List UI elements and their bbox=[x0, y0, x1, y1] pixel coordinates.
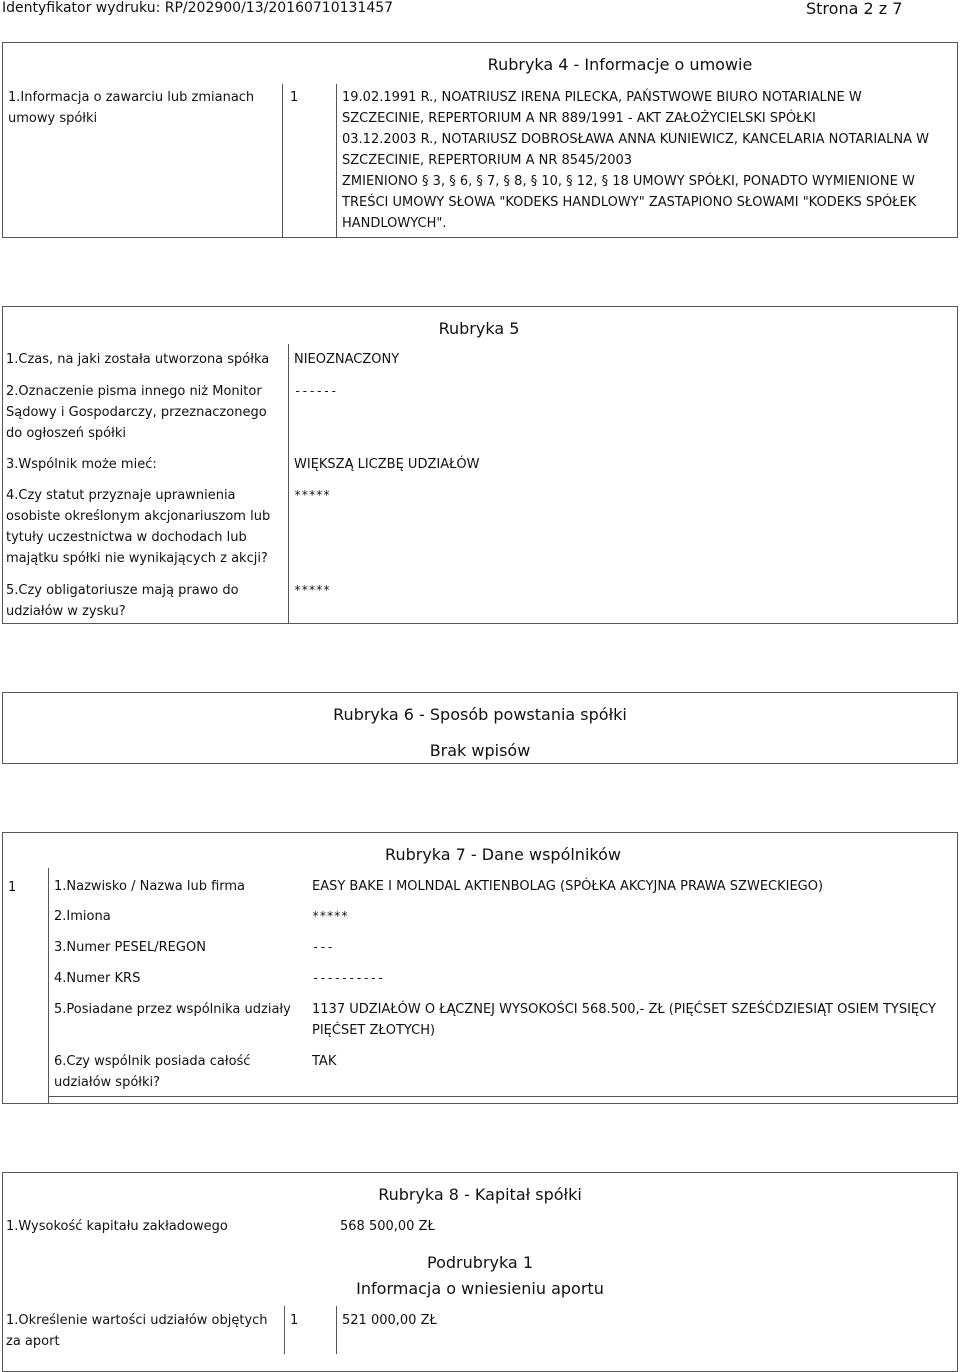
rubryka7-value-6: TAK bbox=[312, 1054, 337, 1069]
rubryka4-line: HANDLOWYCH". bbox=[342, 216, 447, 231]
rubryka5-value-2: ------ bbox=[294, 384, 338, 398]
rubryka4-index: 1 bbox=[290, 90, 299, 105]
rubryka7-value-3: --- bbox=[312, 940, 334, 954]
rubryka7-title: Rubryka 7 - Dane wspólników bbox=[385, 845, 621, 864]
rubryka5-label-3: 3.Wspólnik może mieć: bbox=[6, 457, 157, 472]
print-identifier: Identyfikator wydruku: RP/202900/13/20160710131457 bbox=[2, 0, 394, 16]
rubryka4-line: TREŚCI UMOWY SŁOWA "KODEKS HANDLOWY" ZASTAPIONO SŁOWAMI "KODEKS SPÓŁEK bbox=[342, 195, 917, 210]
rubryka8-index-2: 1 bbox=[290, 1313, 299, 1328]
rubryka4-line: ZMIENIONO § 3, § 6, § 7, § 8, § 10, § 12, § 18 UMOWY SPÓŁKI, PONADTO WYMIENIONE W bbox=[342, 174, 915, 189]
rubryka7-value-5: 1137 UDZIAŁÓW O ŁĄCZNEJ WYSOKOŚCI 568.500,- ZŁ (PIĘĆSET SZEŚĆDZIESIĄT OSIEM TYSIĘCY PIĘĆSET ZŁOTYCH) bbox=[312, 1002, 936, 1038]
rubryka5-label-4: 4.Czy statut przyznaje uprawnienia osobiste określonym akcjonariuszom lub tytuły uczestnictwa w dochodach lub majątku spółki nie wynikających z akcji? bbox=[6, 488, 271, 566]
rubryka4-content bbox=[342, 87, 954, 234]
rubryka5-value-3: WIĘKSZĄ LICZBĘ UDZIAŁÓW bbox=[294, 457, 480, 472]
rubryka8-label-2: 1.Określenie wartości udziałów objętych za aport bbox=[6, 1313, 268, 1349]
rubryka8-value-2: 521 000,00 ZŁ bbox=[342, 1313, 437, 1328]
rubryka8-value-1: 568 500,00 ZŁ bbox=[340, 1219, 435, 1234]
rubryka5-label-1: 1.Czas, na jaki została utworzona spółka bbox=[6, 352, 270, 367]
rubryka7-value-4: ---------- bbox=[312, 971, 385, 985]
rubryka7-value-1: EASY BAKE I MOLNDAL AKTIENBOLAG (SPÓŁKA AKCYJNA PRAWA SZWECKIEGO) bbox=[312, 879, 824, 894]
rubryka7-value-2: ***** bbox=[312, 909, 349, 923]
rubryka5-value-4: ***** bbox=[294, 488, 331, 502]
rubryka7-label-3: 3.Numer PESEL/REGON bbox=[54, 940, 206, 955]
rubryka8-sub-subtitle: Informacja o wniesieniu aportu bbox=[356, 1279, 604, 1298]
rubryka7-label-6: 6.Czy wspólnik posiada całość udziałów spółki? bbox=[54, 1054, 251, 1090]
rubryka7-label-5: 5.Posiadane przez wspólnika udziały bbox=[54, 1002, 291, 1017]
rubryka7-index: 1 bbox=[8, 880, 17, 895]
rubryka4-title: Rubryka 4 - Informacje o umowie bbox=[487, 55, 753, 74]
rubryka7-label-4: 4.Numer KRS bbox=[54, 971, 141, 986]
rubryka5-label-2: 2.Oznaczenie pisma innego niż Monitor Sądowy i Gospodarczy, przeznaczonego do ogłoszeń spółki bbox=[6, 384, 267, 441]
rubryka4-label: 1.Informacja o zawarciu lub zmianach umowy spółki bbox=[8, 90, 255, 126]
rubryka4-line: SZCZECINIE, REPERTORIUM A NR 8545/2003 bbox=[342, 153, 633, 168]
page-number: Strona 2 z 7 bbox=[806, 0, 903, 18]
rubryka5-value-1: NIEOZNACZONY bbox=[294, 352, 400, 367]
rubryka4-line: 03.12.2003 R., NOTARIUSZ DOBROSŁAWA ANNA KUNIEWICZ, KANCELARIA NOTARIALNA W bbox=[342, 132, 930, 147]
rubryka8-label-1: 1.Wysokość kapitału zakładowego bbox=[6, 1219, 228, 1234]
rubryka4-line: 19.02.1991 R., NOATRIUSZ IRENA PILECKA, PAŃSTWOWE BIURO NOTARIALNE W bbox=[342, 90, 862, 105]
rubryka7-label-2: 2.Imiona bbox=[54, 909, 111, 924]
rubryka8-subtitle: Podrubryka 1 bbox=[427, 1253, 533, 1272]
rubryka4-line: SZCZECINIE, REPERTORIUM A NR 889/1991 - AKT ZAŁOŻYCIELSKI SPÓŁKI bbox=[342, 111, 816, 126]
rubryka5-label-5: 5.Czy obligatoriusze mają prawo do udziałów w zysku? bbox=[6, 583, 239, 619]
rubryka7-label-1: 1.Nazwisko / Nazwa lub firma bbox=[54, 879, 246, 894]
rubryka6-title: Rubryka 6 - Sposób powstania spółki bbox=[333, 705, 627, 724]
rubryka5-title: Rubryka 5 bbox=[438, 319, 520, 338]
rubryka8-title: Rubryka 8 - Kapitał spółki bbox=[378, 1185, 582, 1204]
rubryka6-empty: Brak wpisów bbox=[429, 741, 531, 760]
rubryka5-value-5: ***** bbox=[294, 583, 331, 597]
